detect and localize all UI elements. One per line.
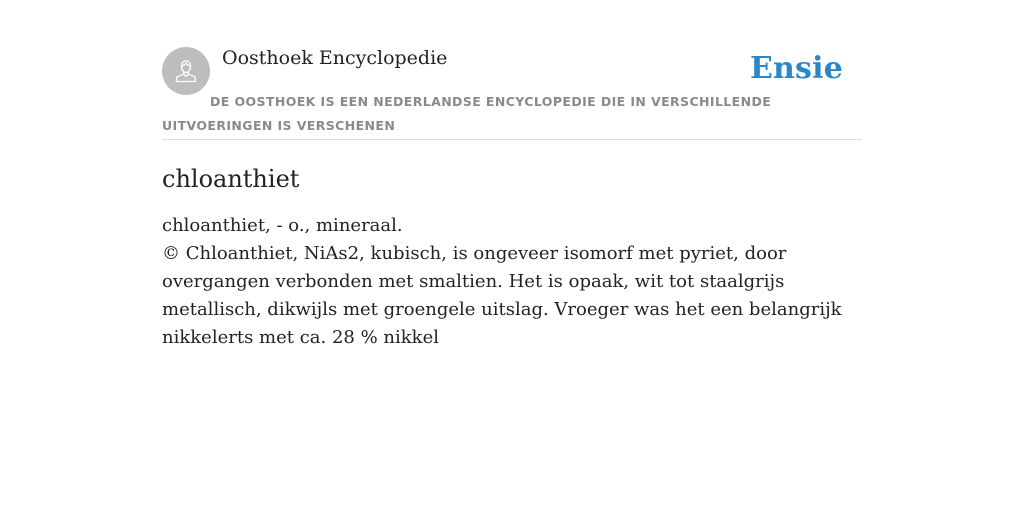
ensie-logo[interactable]: Ensie xyxy=(749,51,843,86)
author-avatar[interactable] xyxy=(162,47,210,95)
entry-line: chloanthiet, - o., mineraal. xyxy=(162,215,403,236)
entry-body xyxy=(162,212,862,352)
user-icon xyxy=(173,58,199,84)
site-tagline: DE OOSTHOEK IS EEN NEDERLANDSE ENCYCLOPEDIE DIE IN VERSCHILLENDE UITVOERINGEN IS VERSCHENEN xyxy=(162,94,772,133)
entry-title: chloanthiet xyxy=(162,165,300,193)
site-name[interactable]: Oosthoek Encyclopedie xyxy=(222,47,448,69)
entry-header xyxy=(162,46,862,140)
entry-line: © Chloanthiet, NiAs2, kubisch, is ongeveer isomorf met pyriet, door overgangen verbonden met smaltien. Het is opaak, wit tot staalgrijs metallisch, dikwijls met groengele uitslag. Vroeger was het een belangrijk nikkelerts met ca. 28 % nikkel xyxy=(162,243,842,348)
entry-page xyxy=(162,46,862,352)
